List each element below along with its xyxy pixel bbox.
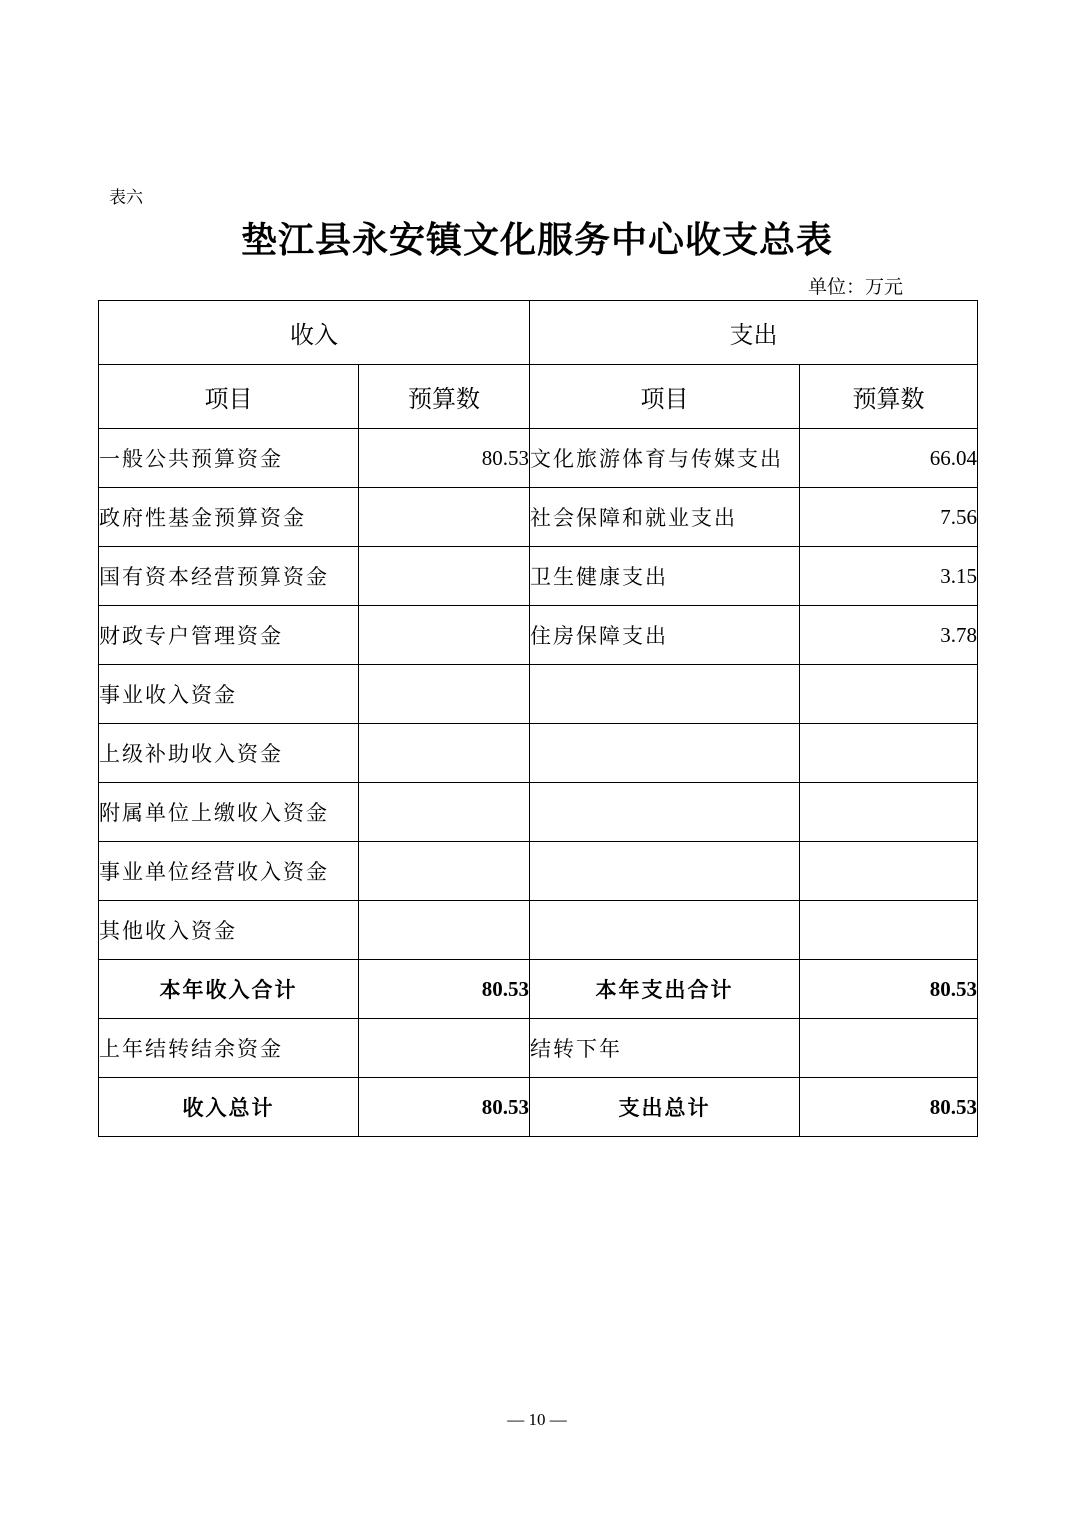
expense-value-cell <box>800 901 978 960</box>
expense-value-cell: 3.15 <box>800 547 978 606</box>
table-row <box>99 1019 978 1078</box>
income-expense-table <box>98 300 978 1137</box>
income-value-cell <box>359 488 530 547</box>
expense-item-cell: 结转下年 <box>530 1019 800 1078</box>
table-row <box>99 606 978 665</box>
expense-item-cell: 卫生健康支出 <box>530 547 800 606</box>
income-item-cell: 附属单位上缴收入资金 <box>99 783 359 842</box>
income-value-cell: 80.53 <box>359 429 530 488</box>
income-value-cell <box>359 1019 530 1078</box>
expense-value-cell <box>800 724 978 783</box>
expense-item-cell: 住房保障支出 <box>530 606 800 665</box>
income-value-cell <box>359 724 530 783</box>
income-item-cell: 本年收入合计 <box>99 960 359 1019</box>
table-row <box>99 842 978 901</box>
income-item-column-header: 项目 <box>99 365 359 429</box>
income-value-cell: 80.53 <box>359 960 530 1019</box>
income-item-cell: 事业单位经营收入资金 <box>99 842 359 901</box>
income-value-cell <box>359 665 530 724</box>
table-row <box>99 488 978 547</box>
expense-value-cell <box>800 842 978 901</box>
expense-value-cell <box>800 1019 978 1078</box>
income-value-cell <box>359 783 530 842</box>
expense-item-cell: 本年支出合计 <box>530 960 800 1019</box>
table-row <box>99 665 978 724</box>
income-header: 收入 <box>99 301 530 365</box>
expense-value-cell: 80.53 <box>800 1078 978 1137</box>
expense-item-cell <box>530 842 800 901</box>
expense-value-cell: 80.53 <box>800 960 978 1019</box>
expense-item-column-header: 项目 <box>530 365 800 429</box>
income-item-cell: 财政专户管理资金 <box>99 606 359 665</box>
column-header-row <box>99 365 978 429</box>
expense-budget-column-header: 预算数 <box>800 365 978 429</box>
income-item-cell: 政府性基金预算资金 <box>99 488 359 547</box>
income-item-cell: 上年结转结余资金 <box>99 1019 359 1078</box>
expense-item-cell: 文化旅游体育与传媒支出 <box>530 429 800 488</box>
expense-value-cell: 3.78 <box>800 606 978 665</box>
income-value-cell <box>359 606 530 665</box>
table-row <box>99 547 978 606</box>
expense-item-cell <box>530 783 800 842</box>
income-value-cell <box>359 547 530 606</box>
table-row <box>99 724 978 783</box>
income-budget-column-header: 预算数 <box>359 365 530 429</box>
expense-value-cell: 66.04 <box>800 429 978 488</box>
income-item-cell: 上级补助收入资金 <box>99 724 359 783</box>
income-value-cell: 80.53 <box>359 1078 530 1137</box>
table-label: 表六 <box>109 188 143 208</box>
income-value-cell <box>359 842 530 901</box>
page-number: — 10 — <box>507 1410 567 1429</box>
expense-item-cell <box>530 724 800 783</box>
expense-value-cell: 7.56 <box>800 488 978 547</box>
income-item-cell: 事业收入资金 <box>99 665 359 724</box>
expense-header: 支出 <box>530 301 978 365</box>
table-header-row <box>99 301 978 365</box>
expense-item-cell <box>530 901 800 960</box>
income-item-cell: 收入总计 <box>99 1078 359 1137</box>
table-row <box>99 1078 978 1137</box>
expense-value-cell <box>800 783 978 842</box>
expense-value-cell <box>800 665 978 724</box>
document-title: 垫江县永安镇文化服务中心收支总表 <box>240 220 833 261</box>
expense-item-cell: 支出总计 <box>530 1078 800 1137</box>
expense-item-cell: 社会保障和就业支出 <box>530 488 800 547</box>
table-row <box>99 901 978 960</box>
table-row <box>99 429 978 488</box>
unit-label: 单位：万元 <box>808 276 904 298</box>
income-item-cell: 国有资本经营预算资金 <box>99 547 359 606</box>
income-item-cell: 其他收入资金 <box>99 901 359 960</box>
table-row <box>99 783 978 842</box>
expense-item-cell <box>530 665 800 724</box>
income-item-cell: 一般公共预算资金 <box>99 429 359 488</box>
income-value-cell <box>359 901 530 960</box>
table-row <box>99 960 978 1019</box>
